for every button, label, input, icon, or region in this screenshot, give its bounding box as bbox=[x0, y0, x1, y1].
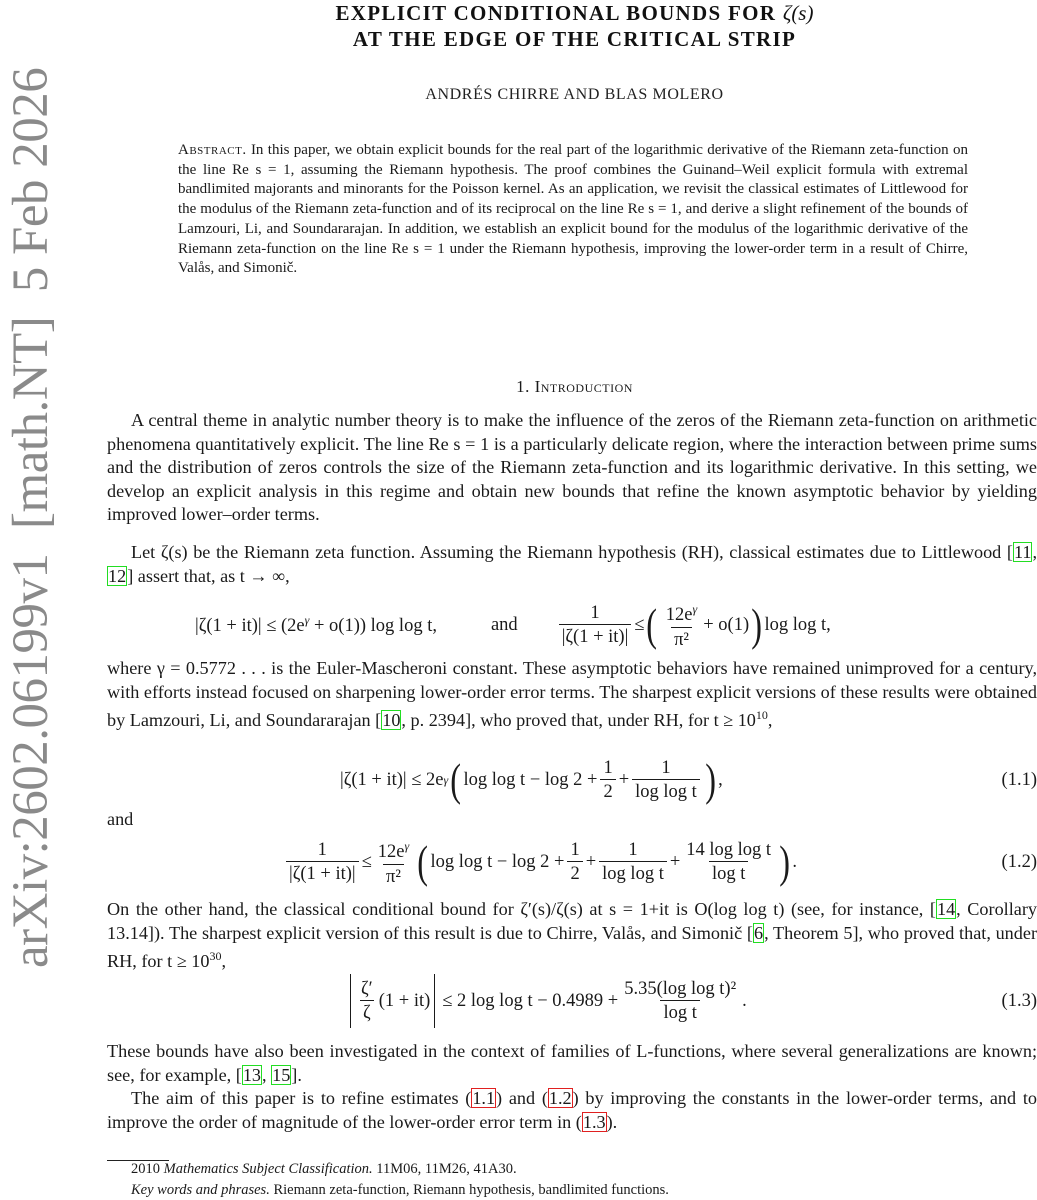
equation-link-1-2[interactable]: 1.2 bbox=[548, 1088, 572, 1108]
fraction: $\frac{12e^\gamma}{\text{π²}}$ bbox=[665, 602, 698, 650]
text: , bbox=[221, 951, 226, 972]
text: On the other hand, the classical conditional bound for ζ′(s)/ζ(s) at s = 1+it is O(log log t) (see, for instance, [ bbox=[107, 899, 936, 919]
fraction: $\frac{1}{\text{log log t}}$ bbox=[632, 757, 700, 804]
citation-link-15[interactable]: 15 bbox=[272, 1064, 291, 1085]
text: log log t, bbox=[764, 614, 831, 635]
footnote-keywords: Key words and phrases. Riemann zeta-function, Riemann hypothesis, bandlimited functions. bbox=[131, 1182, 669, 1198]
paper-title-line1 bbox=[0, 0, 1037, 27]
exponent: 30 bbox=[209, 949, 222, 964]
section-number: 1. bbox=[516, 377, 530, 396]
text: , bbox=[767, 710, 773, 731]
exponent: 10 bbox=[755, 708, 768, 723]
section-heading bbox=[0, 377, 1037, 397]
footnote-msc: 2010 Mathematics Subject Classification. 11M06, 11M26, 41A30. bbox=[131, 1161, 517, 1177]
equation-number: (1.2) bbox=[1001, 851, 1037, 872]
text: |ζ(1 + it)| ≤ 2e bbox=[340, 769, 444, 790]
authors: ANDRÉS CHIRRE AND BLAS MOLERO bbox=[425, 86, 724, 103]
equation-number: (1.1) bbox=[1001, 769, 1037, 790]
abstract-text: In this paper, we obtain explicit bounds for the real part of the logarithmic derivative of the Riemann zeta-function on the line Re s = 1, assuming the Riemann hypothesis. The proof combines the Guinand–Weil explicit formula with extremal bandlimited majorants and minorants for the Poisson kernel. As an application, we revisit the classical estimates of Littlewood for the modulus of the Riemann zeta-function and of its reciprocal on the line Re s = 1, and derive a slight refinement of the bounds of Lamzouri, Li, and Soundararajan. In addition, we establish an explicit bound for the modulus of the logarithmic derivative of the Riemann zeta-function on the line Re s = 1 under the Riemann hypothesis, improving the lower-order term in a result of Chirre, Valås, and Simonič. bbox=[178, 142, 968, 277]
intro-paragraph-5 bbox=[107, 1040, 1037, 1087]
leq: ≤ bbox=[634, 614, 645, 635]
title-math: ζ(s) bbox=[782, 1, 814, 25]
fraction: $\frac{12e^\gamma}{\text{π²}}$ bbox=[377, 839, 410, 887]
equation-number: (1.3) bbox=[1001, 990, 1037, 1011]
text: + bbox=[618, 769, 630, 790]
fraction: $\frac{\zeta'}{\zeta}$ bbox=[361, 978, 373, 1023]
text: ). bbox=[606, 1111, 618, 1132]
section-title: Introduction bbox=[534, 377, 633, 396]
fraction: $\frac{1}{|\zeta(1 + it)|}$ bbox=[286, 839, 359, 886]
eq-and: and bbox=[490, 614, 518, 635]
equation-1-2: $\frac{1}{|\zeta(1 + it)|}$ ≤ $\frac{12e^\gamma}{\text{π²}}$ ( log log t − log 2 + $\frac{1}{2}$ + $\frac{1}{\text{log log t}}$ + $\frac{\text{14 log log t}}{\text{log t}}$ ) . (1.2) bbox=[283, 832, 1037, 892]
text: , Theorem 5], who proved that, under RH, for t ≥ 10 bbox=[107, 922, 1037, 972]
citation-link-13[interactable]: 13 bbox=[242, 1064, 262, 1085]
fraction: $\frac{1}{|\zeta(1 + it)|}$ bbox=[559, 602, 632, 649]
text: ]. bbox=[291, 1064, 302, 1085]
text: , p. 2394], who proved that, under RH, for t ≥ 10 bbox=[401, 710, 756, 731]
intro-paragraph-1: A central theme in analytic number theory is to make the influence of the zeros of the Riemann zeta-function on arithmetic phenomena quantitatively explicit. The line Re s = 1 is a particularly delicate region, where the interaction between prime sums and the distribution of zeros controls the size of the Riemann zeta-function and its logarithmic derivative. In this setting, we develop an explicit analysis in this regime and obtain new bounds that refine the known asymptotic behavior by yielding improved lower–order terms. bbox=[107, 410, 1037, 525]
fraction: $\frac{1}{2}$ bbox=[567, 839, 582, 886]
fraction: $\frac{1}{2}$ bbox=[600, 757, 615, 804]
text: ) and ( bbox=[496, 1088, 548, 1108]
text: , Corollary 13.14]). The sharpest explicit version of this result is due to Chirre, Valås, and Simonič [ bbox=[107, 899, 1037, 943]
citation-link-6[interactable]: 6 bbox=[753, 922, 764, 943]
text: , bbox=[1032, 542, 1037, 562]
text: ] assert that, as t → ∞, bbox=[127, 565, 290, 586]
citation-link-14[interactable]: 14 bbox=[936, 899, 956, 919]
equation-littlewood: $|\zeta(1 + it)| \le (2e^\gamma + o(1))$ log log t, and $\frac{1}{|\zeta(1 + it)|}$ ≤ ( $\frac{12e^\gamma}{\text{π²}}$ + o(1) ) log log t, bbox=[195, 599, 831, 650]
text: + o(1) bbox=[703, 614, 750, 635]
title-text: EXPLICIT CONDITIONAL BOUNDS FOR bbox=[335, 1, 777, 25]
paper-title-line2: AT THE EDGE OF THE CRITICAL STRIP bbox=[352, 27, 797, 51]
equation-link-1-1[interactable]: 1.1 bbox=[472, 1088, 496, 1108]
fraction: $\frac{\text{5.35(log log t)²}}{\text{log t}}$ bbox=[624, 978, 737, 1023]
intro-paragraph-4 bbox=[107, 898, 1037, 974]
text: where γ = 0.5772 . . . is the Euler-Mascheroni constant. These asymptotic behaviors have remained unimproved for a century, with efforts instead focused on sharpening lower-order error terms. The sharpest explicit versions of these results were obtained by Lamzouri, Li, and Soundararajan [ bbox=[107, 658, 1037, 731]
equation-1-1: |ζ(1 + it)| ≤ 2e γ ( log log t − log 2 + $\frac{1}{2}$ + $\frac{1}{\text{log log t}}$ ) , (1.1) bbox=[340, 754, 1037, 805]
fraction: $\frac{1}{\text{log log t}}$ bbox=[599, 839, 667, 886]
intro-paragraph-2 bbox=[107, 541, 1037, 588]
and-connector: and bbox=[107, 809, 134, 829]
text: log log t − log 2 + bbox=[463, 769, 598, 790]
citation-link-12[interactable]: 12 bbox=[108, 565, 127, 586]
fraction: $\frac{\text{14 log log t}}{\text{log t}}$ bbox=[686, 839, 772, 884]
text: These bounds have also been investigated in the context of families of L-functions, where several generalizations are known; see, for example, [ bbox=[107, 1041, 1037, 1085]
text: The aim of this paper is to refine estimates ( bbox=[131, 1088, 472, 1108]
eq-left: $|\zeta(1 + it)| \le (2e^\gamma + o(1))$ log log t, bbox=[195, 612, 437, 637]
abstract bbox=[178, 141, 968, 279]
abstract-label: Abstract. bbox=[178, 142, 247, 158]
equation-link-1-3[interactable]: 1.3 bbox=[582, 1111, 606, 1132]
intro-paragraph-3 bbox=[107, 657, 1037, 733]
citation-link-11[interactable]: 11 bbox=[1013, 542, 1032, 562]
intro-paragraph-6 bbox=[107, 1087, 1037, 1134]
text: Let ζ(s) be the Riemann zeta function. Assuming the Riemann hypothesis (RH), classical estimates due to Littlewood [ bbox=[131, 542, 1013, 562]
citation-link-10[interactable]: 10 bbox=[382, 710, 401, 731]
text: ) by improving the constants in the lower-order terms, and to improve the order of magnitude of the lower-order error term in ( bbox=[107, 1088, 1037, 1132]
text: , bbox=[262, 1064, 272, 1085]
arxiv-stamp: arXiv:2602.06199v1 [math.NT] 5 Feb 2026 bbox=[3, 67, 59, 968]
equation-1-3: $\frac{\zeta'}{\zeta}$ (1 + it) ≤ 2 log log t − 0.4989 + $\frac{\text{5.35(log log t)²}}{\text{log t}}$ . (1.3) bbox=[346, 970, 1037, 1032]
